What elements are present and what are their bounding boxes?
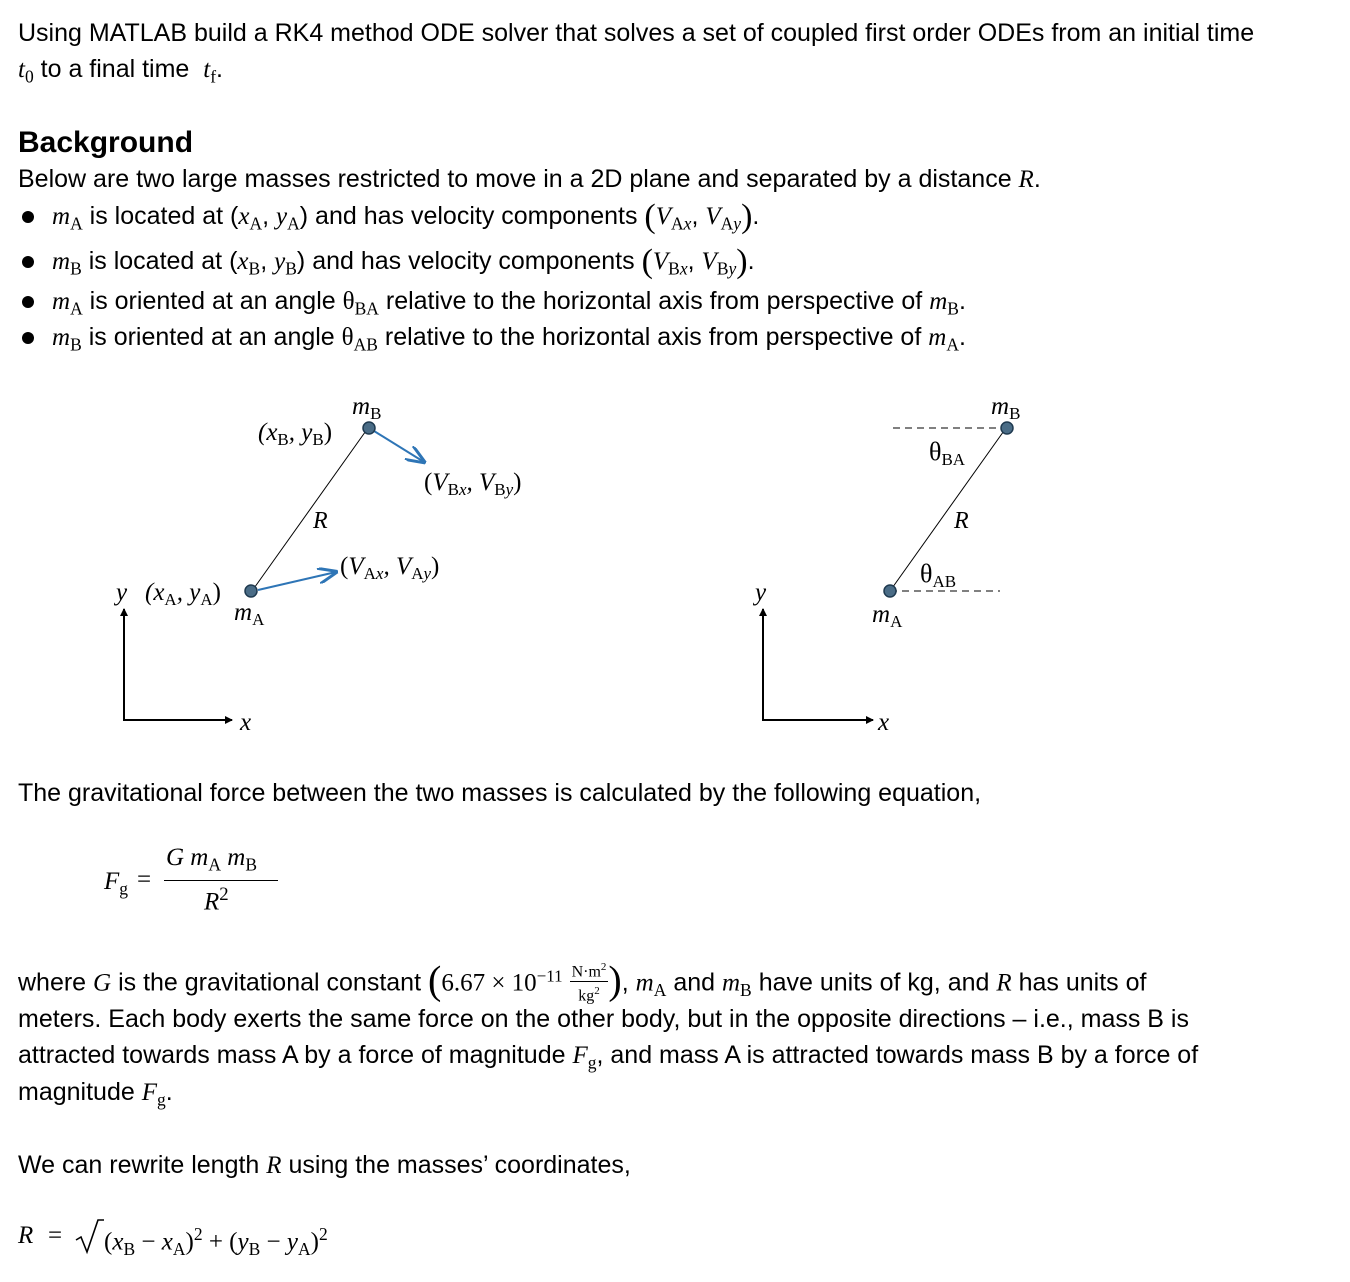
intro-line-2: $t_0$ to a final time $t_f$. — [18, 55, 223, 87]
distance-equation: R = $(x_B - x_A)^2 + (y_B - y_A)^2$ — [18, 1222, 328, 1259]
bullet-1: $m_A$ is located at ($x_A$, $y_A$) and has velocity components ($V_{Ax}$, $V_{Ay}$). — [52, 198, 760, 235]
svg-text:R: R — [313, 508, 328, 534]
force-equation: $F_g$ = G $m_A$ $m_B$ $R^2$ — [104, 842, 304, 922]
left-diagram — [113, 393, 522, 736]
bullet-2: $m_B$ is located at ($x_B$, $y_B$) and has velocity components ($V_{Bx}$, $V_{By}$). — [52, 243, 755, 280]
mass-A-dot — [245, 585, 257, 597]
svg-text:θAB: θAB — [920, 559, 957, 591]
bullet-dot — [22, 256, 34, 268]
axes — [124, 609, 232, 720]
paragraph-line-1: where G is the gravitational constant ($6.67 \times 10^{-11}$ $\frac{N\cdot m^2}{kg^2}$ ), $m_A$ and $m_B$ have units of kg, and R has units of — [18, 957, 1147, 1005]
bullet-dot — [22, 332, 34, 344]
x-axis-label: x — [240, 709, 252, 736]
svg-text:(xA, yA): ($x_A$, $y_A$) — [145, 579, 221, 609]
bullet-4: $m_B$ is oriented at an angle $\theta_{AB}$ relative to the horizontal axis from perspective of $m_A$. — [52, 323, 966, 355]
intro-line-1: Using MATLAB build a RK4 method ODE solver that solves a set of coupled first order ODEs from an initial time — [18, 19, 1255, 47]
rewrite-text: We can rewrite length R using the masses’ coordinates, — [18, 1151, 631, 1179]
paragraph-line-4: magnitude $F_g$. — [18, 1078, 173, 1110]
right-diagram — [752, 393, 1020, 736]
force-intro: The gravitational force between the two masses is calculated by the following equation, — [18, 779, 982, 807]
svg-text:y: y — [755, 579, 767, 606]
y-axis-label: y — [116, 579, 128, 606]
axes — [763, 609, 873, 720]
svg-text:mB: $m_B$ — [991, 393, 1021, 423]
background-lead: Below are two large masses restricted to move in a 2D plane and separated by a distance R. — [18, 165, 1041, 193]
svg-text:R: R — [954, 508, 969, 534]
paragraph-line-2: meters. Each body exerts the same force on the other body, but in the opposite directions – i.e., mass B is — [18, 1005, 1189, 1033]
paragraph-line-3: attracted towards mass A by a force of magnitude $F_g$, and mass A is attracted towards mass B by a force of — [18, 1041, 1199, 1073]
svg-text:mB: $m_B$ — [352, 393, 382, 423]
two-mass-diagram — [0, 380, 1350, 800]
background-heading: Background — [18, 126, 194, 159]
velocity-A-arrow — [258, 572, 336, 590]
bullet-3: $m_A$ is oriented at an angle $\theta_{BA}$ relative to the horizontal axis from perspective of $m_B$. — [52, 287, 966, 319]
mass-B-dot — [1001, 422, 1013, 434]
svg-text:(xB, yB): ($x_B$, $y_B$) — [258, 419, 333, 449]
svg-text:(VAx, VAy): ($V_Ax$, $V_Ay$) — [340, 553, 440, 583]
svg-text:mA: $m_A$ — [872, 601, 903, 631]
svg-text:θBA: θBA — [929, 437, 966, 469]
velocity-B-arrow — [374, 431, 424, 462]
mass-B-dot — [363, 422, 375, 434]
svg-text:x: x — [878, 709, 890, 736]
svg-text:(VBx, VBy): ($V_Bx$, $V_By$) — [424, 469, 522, 499]
mass-A-dot — [884, 585, 896, 597]
bullet-dot — [22, 296, 34, 308]
bullet-dot — [22, 211, 34, 223]
svg-text:mA: $m_A$ — [234, 599, 265, 629]
